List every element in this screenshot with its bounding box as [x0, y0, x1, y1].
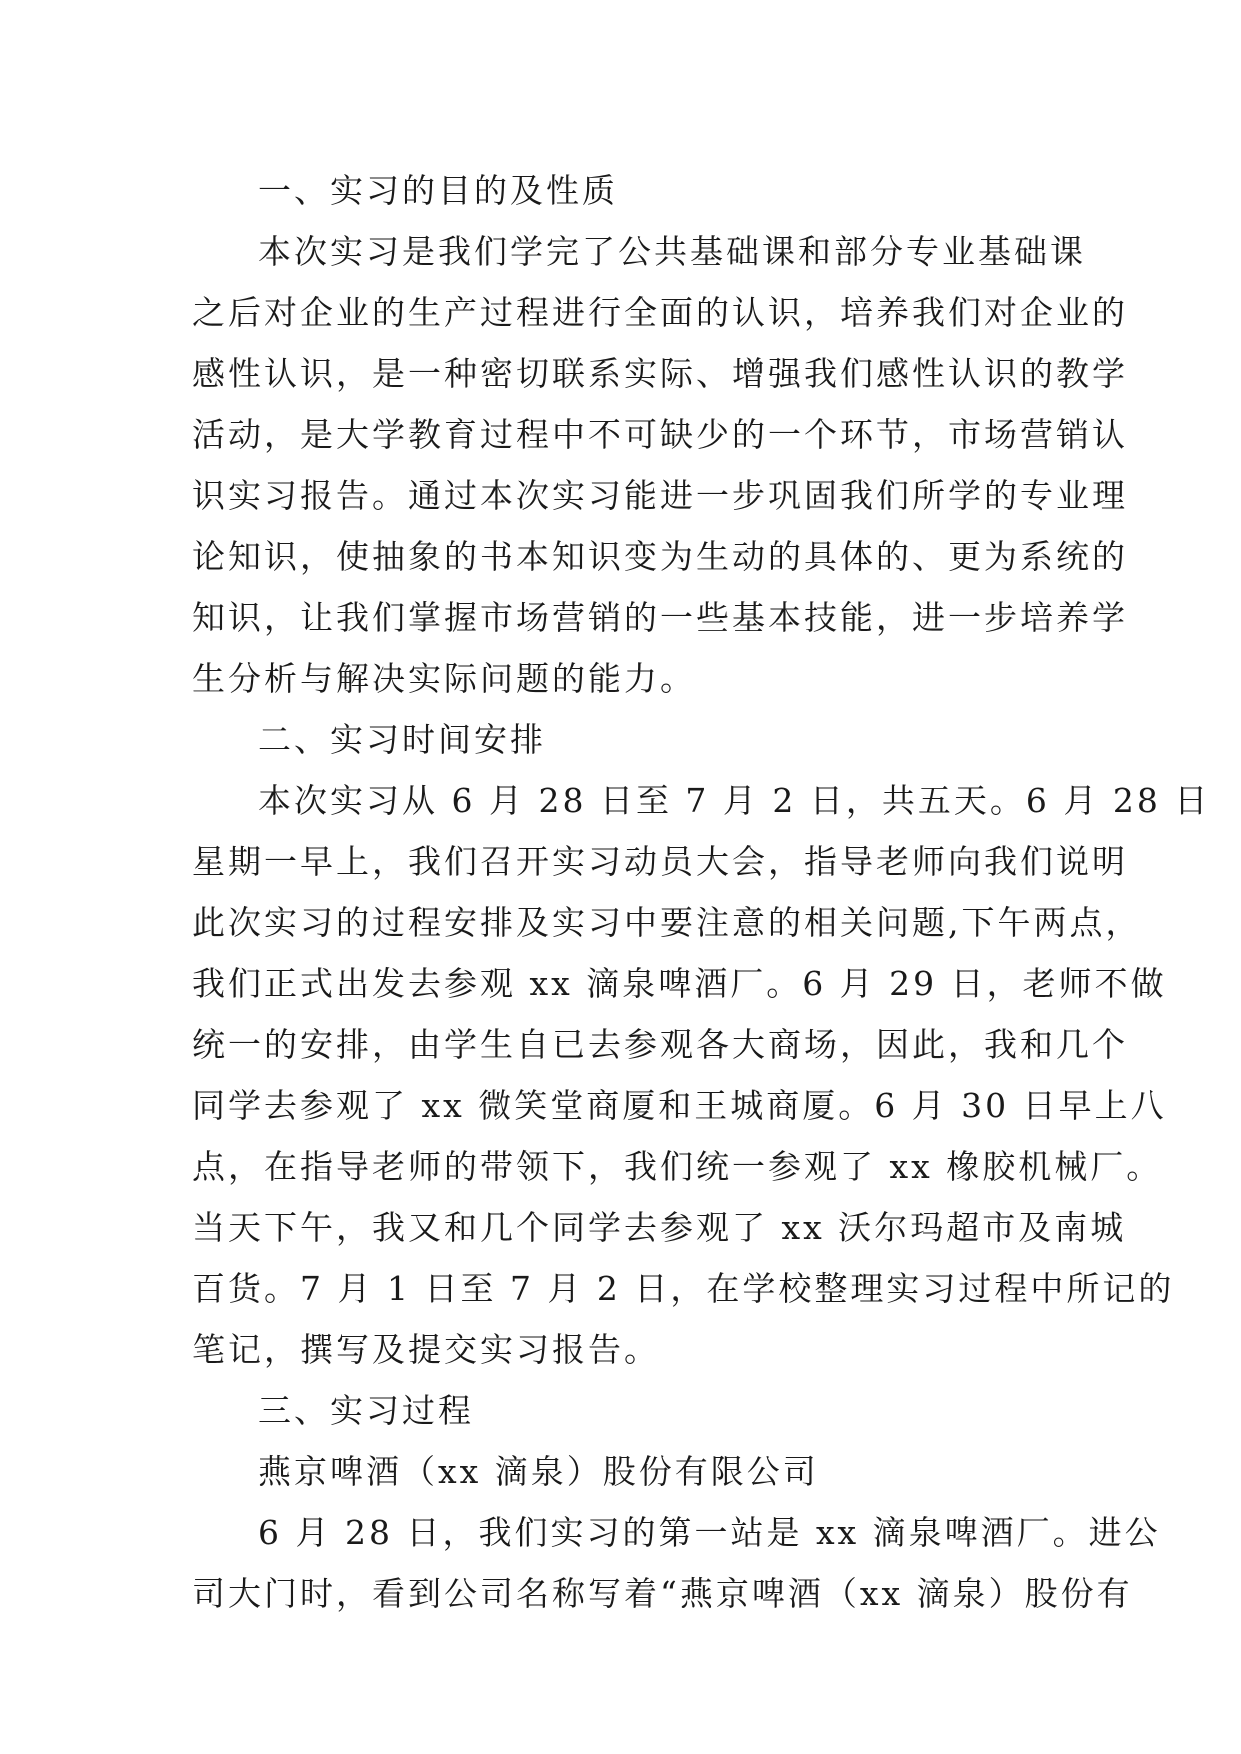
paragraph-line: 感性认识，是一种密切联系实际、增强我们感性认识的教学	[192, 354, 1128, 393]
paragraph-line: 百货。7 月 1 日至 7 月 2 日，在学校整理实习过程中所记的	[192, 1269, 1175, 1308]
paragraph-line: 统一的安排，由学生自已去参观各大商场，因此，我和几个	[192, 1025, 1128, 1064]
paragraph-line: 知识，让我们掌握市场营销的一些基本技能，进一步培养学	[192, 598, 1128, 637]
paragraph-line: 星期一早上，我们召开实习动员大会，指导老师向我们说明	[192, 842, 1128, 881]
paragraph-line: 本次实习是我们学完了公共基础课和部分专业基础课	[258, 232, 1086, 271]
section-heading-1: 一、实习的目的及性质	[258, 171, 618, 210]
paragraph-line: 之后对企业的生产过程进行全面的认识，培养我们对企业的	[192, 293, 1128, 332]
paragraph-line: 识实习报告。通过本次实习能进一步巩固我们所学的专业理	[192, 476, 1128, 515]
paragraph-line: 6 月 28 日，我们实习的第一站是 xx 滴泉啤酒厂。进公	[258, 1513, 1161, 1552]
paragraph-line: 本次实习从 6 月 28 日至 7 月 2 日，共五天。6 月 28 日	[258, 781, 1211, 820]
document-body	[192, 160, 1211, 1624]
paragraph-line: 活动，是大学教育过程中不可缺少的一个环节，市场营销认	[192, 415, 1128, 454]
paragraph-line: 点，在指导老师的带领下，我们统一参观了 xx 橡胶机械厂。	[192, 1147, 1163, 1186]
paragraph-line: 此次实习的过程安排及实习中要注意的相关问题,下午两点，	[192, 903, 1142, 942]
paragraph-line: 我们正式出发去参观 xx 滴泉啤酒厂。6 月 29 日，老师不做	[192, 964, 1167, 1003]
paragraph-line: 笔记，撰写及提交实习报告。	[192, 1330, 660, 1369]
subheading-company: 燕京啤酒（xx 滴泉）股份有限公司	[258, 1452, 819, 1491]
paragraph-line: 生分析与解决实际问题的能力。	[192, 659, 696, 698]
section-heading-3: 三、实习过程	[258, 1391, 474, 1430]
section-heading-2: 二、实习时间安排	[258, 720, 546, 759]
paragraph-line: 同学去参观了 xx 微笑堂商厦和王城商厦。6 月 30 日早上八	[192, 1086, 1167, 1125]
paragraph-line: 论知识，使抽象的书本知识变为生动的具体的、更为系统的	[192, 537, 1128, 576]
paragraph-line: 司大门时，看到公司名称写着“燕京啤酒（xx 滴泉）股份有	[192, 1574, 1133, 1613]
paragraph-line: 当天下午，我又和几个同学去参观了 xx 沃尔玛超市及南城	[192, 1208, 1127, 1247]
